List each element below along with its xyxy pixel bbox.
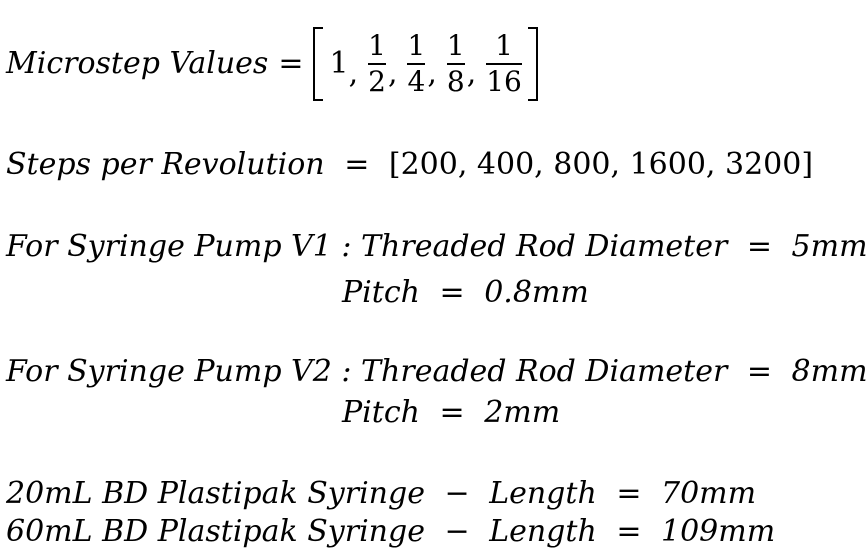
- pump-v2-rod-label: Threaded Rod Diameter: [361, 354, 728, 389]
- minus-sign: −: [444, 514, 470, 549]
- fraction-sixteenth: $\frac{1}{16}$: [486, 29, 522, 98]
- pump-v2-pitch-line: [342, 395, 561, 430]
- microstep-label: Microstep Values: [6, 46, 269, 81]
- pump-v1-pitch-value: 0.8mm: [484, 275, 589, 310]
- equals-sign: =: [746, 354, 772, 389]
- steps-label: Steps per Revolution: [6, 147, 325, 182]
- pump-v1-pitch-label: Pitch: [342, 275, 420, 310]
- syringe-name: 60mL BD Plastipak Syringe: [6, 514, 425, 549]
- left-bracket: [313, 27, 323, 101]
- right-bracket: [528, 27, 538, 101]
- equals-sign: =: [746, 229, 772, 264]
- pump-v1-rod-line: [6, 229, 868, 264]
- equals-sign: =: [278, 46, 304, 81]
- length-label: Length: [489, 514, 597, 549]
- pump-v2-rod-value: 8mm: [791, 354, 868, 389]
- fraction-eighth: $\frac{1}{8}$: [446, 29, 465, 98]
- pump-v2-pitch-label: Pitch: [342, 395, 420, 430]
- steps-values: [200, 400, 800, 1600, 3200]: [388, 147, 814, 182]
- syringe-20ml-line: [6, 476, 757, 511]
- syringe-60ml-line: [6, 514, 776, 549]
- equals-sign: =: [439, 395, 465, 430]
- comma: ,: [387, 56, 398, 91]
- fraction-half: $\frac{1}{2}$: [368, 29, 386, 98]
- syringe-name: 20mL BD Plastipak Syringe: [6, 476, 425, 511]
- equals-sign: =: [439, 275, 465, 310]
- steps-per-revolution-line: [6, 147, 814, 182]
- comma: ,: [348, 56, 359, 91]
- microstep-first-value: 1: [329, 46, 349, 81]
- length-value: 70mm: [661, 476, 757, 511]
- pump-v2-label: For Syringe Pump V2 :: [6, 354, 352, 389]
- minus-sign: −: [444, 476, 470, 511]
- length-label: Length: [489, 476, 597, 511]
- pump-v1-rod-value: 5mm: [791, 229, 868, 264]
- equals-sign: =: [616, 476, 642, 511]
- microstep-values-line: [6, 26, 538, 102]
- equals-sign: =: [616, 514, 642, 549]
- pump-v1-rod-label: Threaded Rod Diameter: [361, 229, 728, 264]
- fraction-quarter: $\frac{1}{4}$: [407, 29, 426, 98]
- comma: ,: [466, 56, 477, 91]
- pump-v2-rod-line: [6, 354, 868, 389]
- length-value: 109mm: [661, 514, 776, 549]
- pump-v1-label: For Syringe Pump V1 :: [6, 229, 352, 264]
- comma: ,: [427, 56, 437, 91]
- pump-v2-pitch-value: 2mm: [484, 395, 561, 430]
- pump-v1-pitch-line: [342, 275, 589, 310]
- equals-sign: =: [344, 147, 370, 182]
